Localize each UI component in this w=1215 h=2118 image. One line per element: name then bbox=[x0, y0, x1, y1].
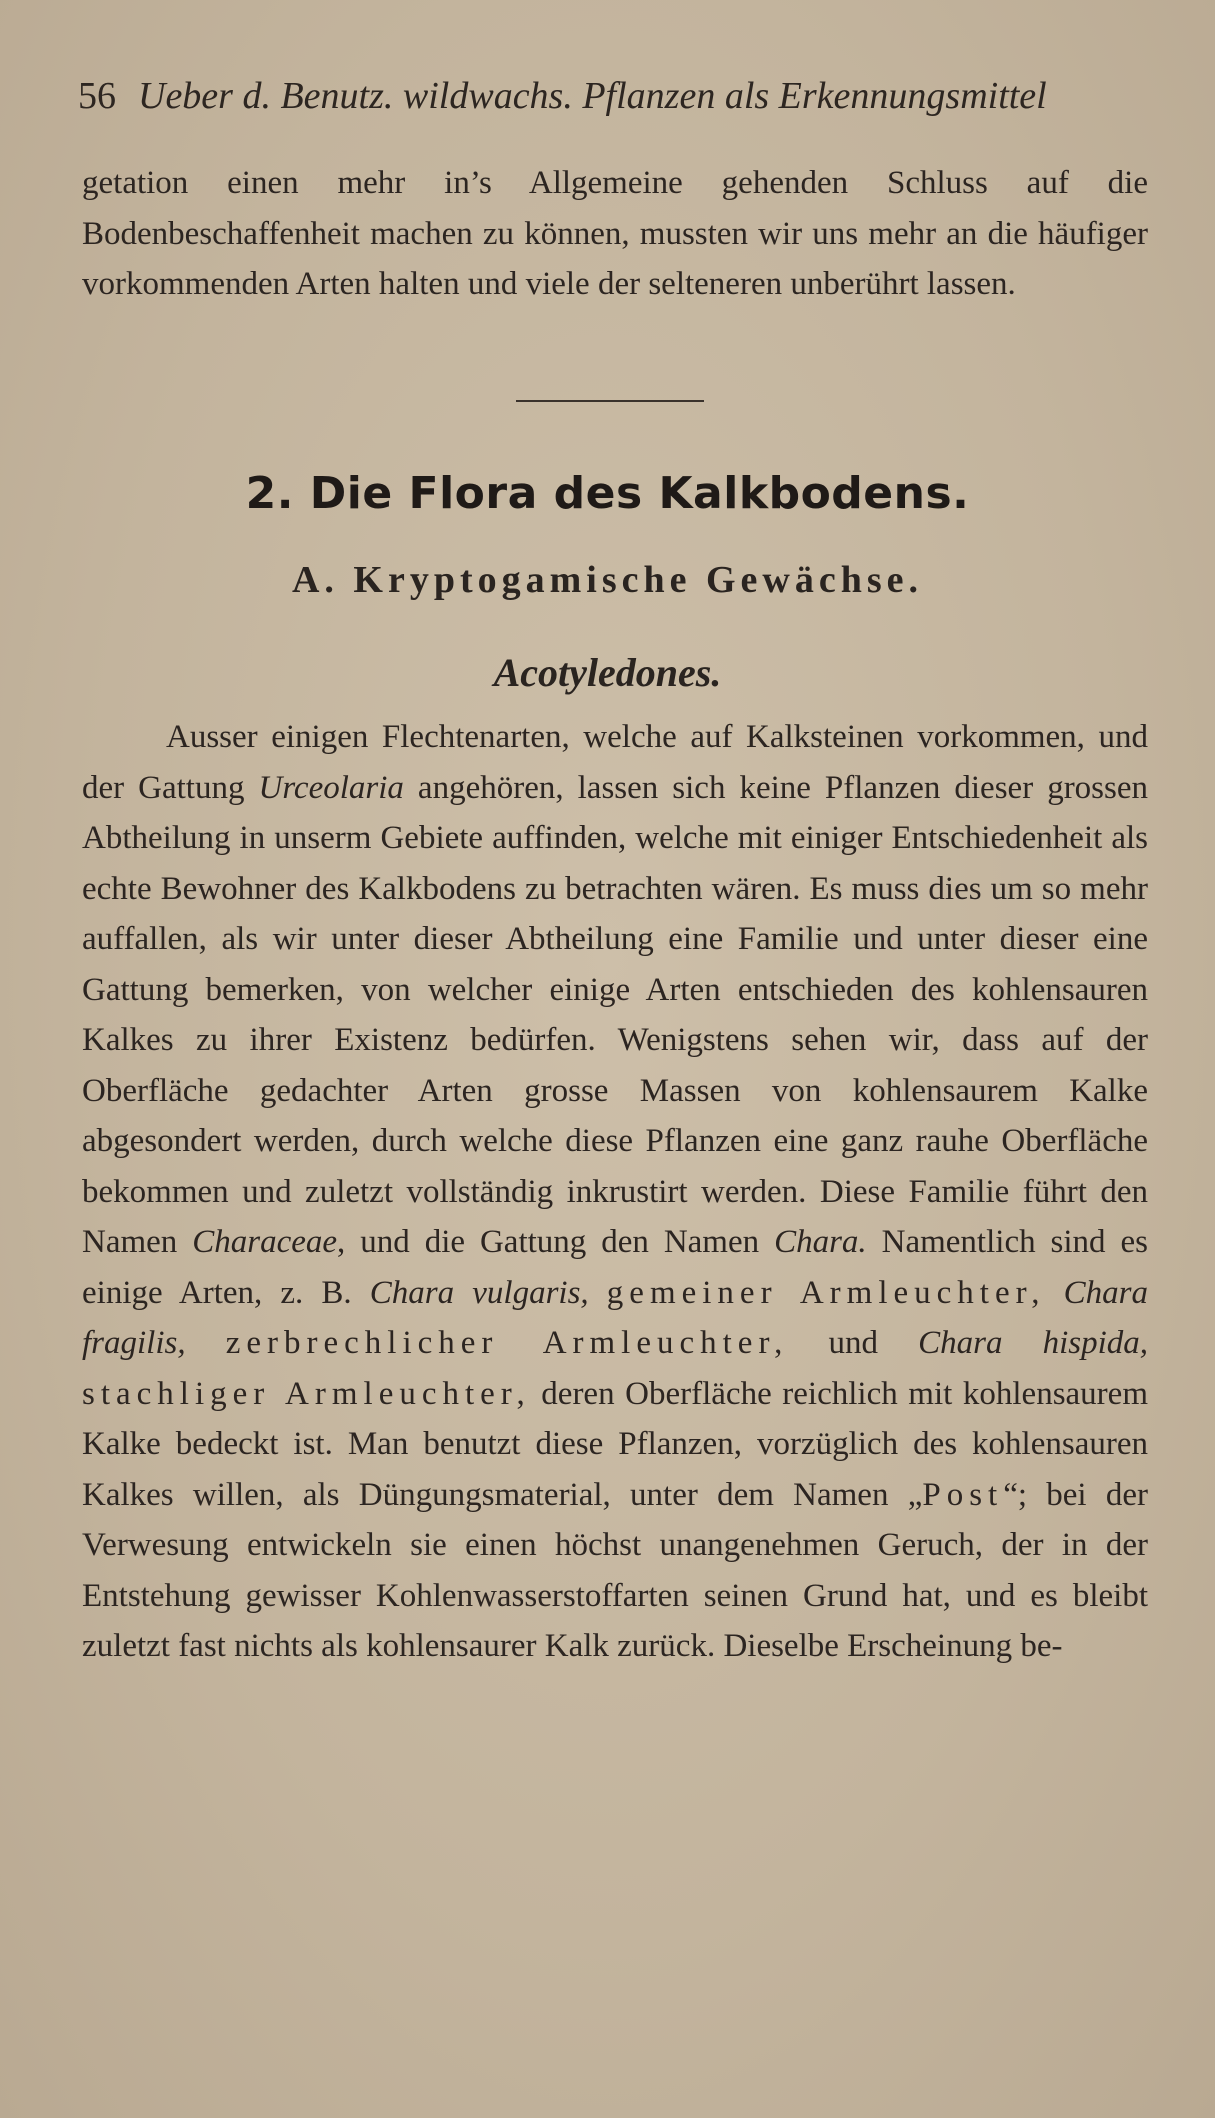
running-head bbox=[78, 68, 1138, 124]
section-subtitle: A. Kryptogamische Gewächse. bbox=[291, 559, 924, 601]
body-text: “; bei der Verwesung entwickeln sie einen höchst unangenehmen Geruch, der in der Entstehung gewisser Kohlenwasserstoffarten seinen Grund hat, und es bleibt zuletzt fast nichts als kohlensaurer Kalk zurück. Dieselbe Erscheinung be- bbox=[82, 1476, 1148, 1664]
group-heading: Acotyledones. bbox=[493, 650, 722, 695]
body-text: Ausser einigen Flechtenarten, welche auf Kalksteinen vorkommen, und der Gattung bbox=[82, 719, 1148, 806]
section-divider-rule bbox=[516, 400, 704, 402]
body-text: Namentlich sind es einige Arten, z. B. bbox=[82, 1224, 1148, 1311]
common-name: stachliger Armleuchter, bbox=[82, 1375, 531, 1412]
body-text: deren Oberfläche reichlich mit kohlensaurem Kalke bedeckt ist. Man benutzt diese Pflanzen, vorzüglich des kohlensauren Kalkes willen, als Düngungsmaterial, unter dem Namen „ bbox=[82, 1375, 1148, 1513]
taxon-name: Chara fragilis, bbox=[82, 1274, 1149, 1361]
running-title: Ueber d. Benutz. wildwachs. Pflanzen als Erkennungsmittel bbox=[138, 75, 1047, 117]
taxon-name: Chara hispida, bbox=[918, 1325, 1148, 1361]
body-text: angehören, lassen sich keine Pflanzen dieser grossen Abtheilung in unserm Gebiete auffinden, welche mit einiger Entschiedenheit als echte Bewohner des Kalkbodens zu betrachten wären. Es muss dies um so mehr auffallen, als wir unter dieser Abtheilung eine Familie und unter dieser eine Gattung bemerken, von welcher einige Arten entschieden des kohlensauren Kalkes zu ihrer Existenz bedürfen. Wenigstens sehen wir, dass auf der Oberfläche gedachter Arten grosse Massen von kohlensaurem Kalke abgesondert werden, durch welche diese Pflanzen eine ganz rauhe Oberfläche bekommen und zuletzt vollständig inkrustirt werden. Diese Familie führt den Namen bbox=[82, 769, 1149, 1260]
taxon-name: Chara. bbox=[774, 1224, 867, 1260]
body-text: und bbox=[788, 1325, 919, 1361]
common-name: zerbrechlicher Armleuchter, bbox=[225, 1325, 789, 1361]
common-name: gemeiner Armleuchter, bbox=[606, 1274, 1046, 1311]
section-title: 2. Die Flora des Kalkbodens. bbox=[245, 468, 970, 519]
taxon-name: Chara vulgaris, bbox=[369, 1274, 589, 1311]
body-paragraph bbox=[82, 712, 1148, 1672]
intro-paragraph: getation einen mehr in’s Allgemeine gehenden Schluss auf die Bodenbeschaffenheit machen zu können, mussten wir uns mehr an die häufiger vorkommenden Arten halten und viele der selteneren unberührt lassen. bbox=[82, 165, 1148, 302]
taxon-name: Urceolaria bbox=[258, 769, 404, 806]
common-name: Post bbox=[922, 1476, 1004, 1513]
page-number: 56 bbox=[78, 75, 116, 117]
body-text: , und die Gattung den Namen bbox=[337, 1224, 775, 1260]
taxon-name: Characeae bbox=[192, 1224, 338, 1260]
